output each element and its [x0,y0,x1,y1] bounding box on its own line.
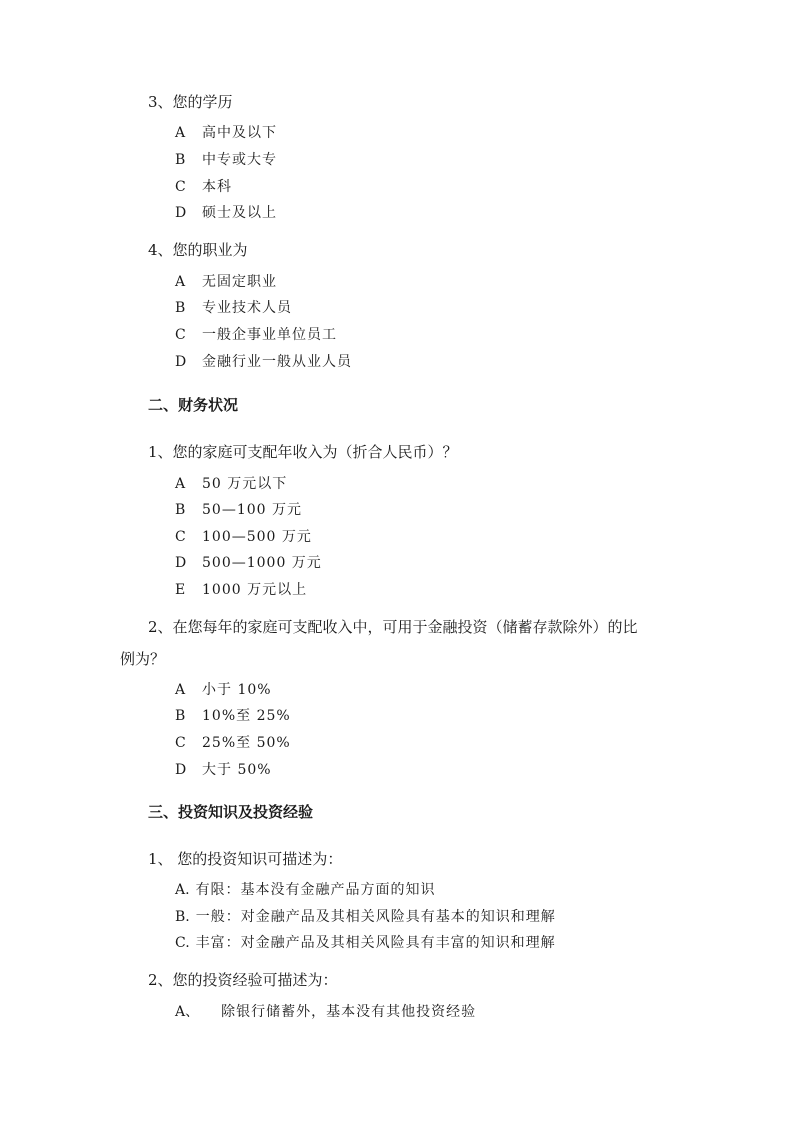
option-text: 中专或大专 [202,152,277,168]
option-text: 一般：对金融产品及其相关风险具有基本的知识和理解 [195,909,556,925]
option-letter: E [175,582,186,598]
option-text: 500—1000 万元 [202,555,322,571]
option-letter: C [175,735,186,751]
section-financial-status-heading: 二、财务状况 [148,396,239,414]
option-income-e[interactable] [175,580,307,600]
option-text: 丰富：对金融产品及其相关风险具有丰富的知识和理解 [195,935,556,951]
option-knowledge-b[interactable] [175,907,556,927]
option-text: 一般企事业单位员工 [202,327,337,343]
question-investment-ratio-title: 2、在您每年的家庭可支配收入中，可用于金融投资（储蓄存款除外）的比 [148,618,638,636]
option-letter: D [175,762,187,778]
option-text: 100—500 万元 [202,529,312,545]
option-letter: A [175,682,186,698]
option-letter: C [175,179,186,195]
option-text: 专业技术人员 [202,300,292,316]
option-letter: B [175,502,186,518]
option-occupation-c[interactable] [175,325,337,345]
option-education-c[interactable] [175,177,232,197]
question-education-title: 3、您的学历 [148,93,233,111]
option-occupation-a[interactable] [175,272,277,292]
question-investment-experience-title: 2、您的投资经验可描述为： [148,971,338,989]
option-experience-a[interactable] [175,1002,476,1022]
option-text: 10%至 25% [202,708,291,724]
option-education-a[interactable] [175,123,277,143]
question-investment-ratio-continuation: 例为？ [120,650,166,668]
option-letter: D [175,205,187,221]
option-letter: A. [175,882,190,898]
option-text: 小于 10% [202,682,272,698]
section-investment-knowledge-heading: 三、投资知识及投资经验 [148,803,314,821]
question-investment-knowledge-title: 1、 您的投资知识可描述为： [148,850,343,868]
option-text: 有限：基本没有金融产品方面的知识 [195,882,436,898]
option-text: 1000 万元以上 [202,582,308,598]
option-income-a[interactable] [175,474,287,494]
option-letter: A [175,274,186,290]
option-text: 无固定职业 [202,274,277,290]
option-education-d[interactable] [175,203,277,223]
option-ratio-c[interactable] [175,733,291,753]
option-occupation-d[interactable] [175,352,352,372]
option-letter: A [175,125,186,141]
option-letter: C [175,529,186,545]
option-text: 50—100 万元 [202,502,302,518]
option-knowledge-c[interactable] [175,933,556,953]
option-letter: A [175,476,186,492]
option-text: 硕士及以上 [202,205,277,221]
option-letter: B [175,708,186,724]
option-text: 50 万元以下 [202,476,288,492]
question-occupation-title: 4、您的职业为 [148,241,248,259]
option-ratio-a[interactable] [175,680,272,700]
option-income-b[interactable] [175,500,302,520]
option-letter: D [175,354,187,370]
option-text: 除银行储蓄外，基本没有其他投资经验 [221,1004,477,1020]
option-letter: B [175,300,186,316]
option-letter: C [175,327,186,343]
option-education-b[interactable] [175,150,277,170]
option-letter: B. [175,909,190,925]
option-ratio-d[interactable] [175,760,272,780]
option-text: 25%至 50% [202,735,291,751]
option-text: 金融行业一般从业人员 [202,354,352,370]
option-letter: D [175,555,187,571]
option-letter: B [175,152,186,168]
option-letter: C. [175,935,190,951]
option-text: 本科 [202,179,232,195]
option-text: 大于 50% [202,762,272,778]
option-knowledge-a[interactable] [175,880,436,900]
option-income-d[interactable] [175,553,322,573]
option-letter: A、 [175,1004,200,1020]
option-income-c[interactable] [175,527,312,547]
option-ratio-b[interactable] [175,706,291,726]
option-text: 高中及以下 [202,125,277,141]
question-household-income-title: 1、您的家庭可支配年收入为（折合人民币）？ [148,443,458,461]
option-occupation-b[interactable] [175,298,292,318]
